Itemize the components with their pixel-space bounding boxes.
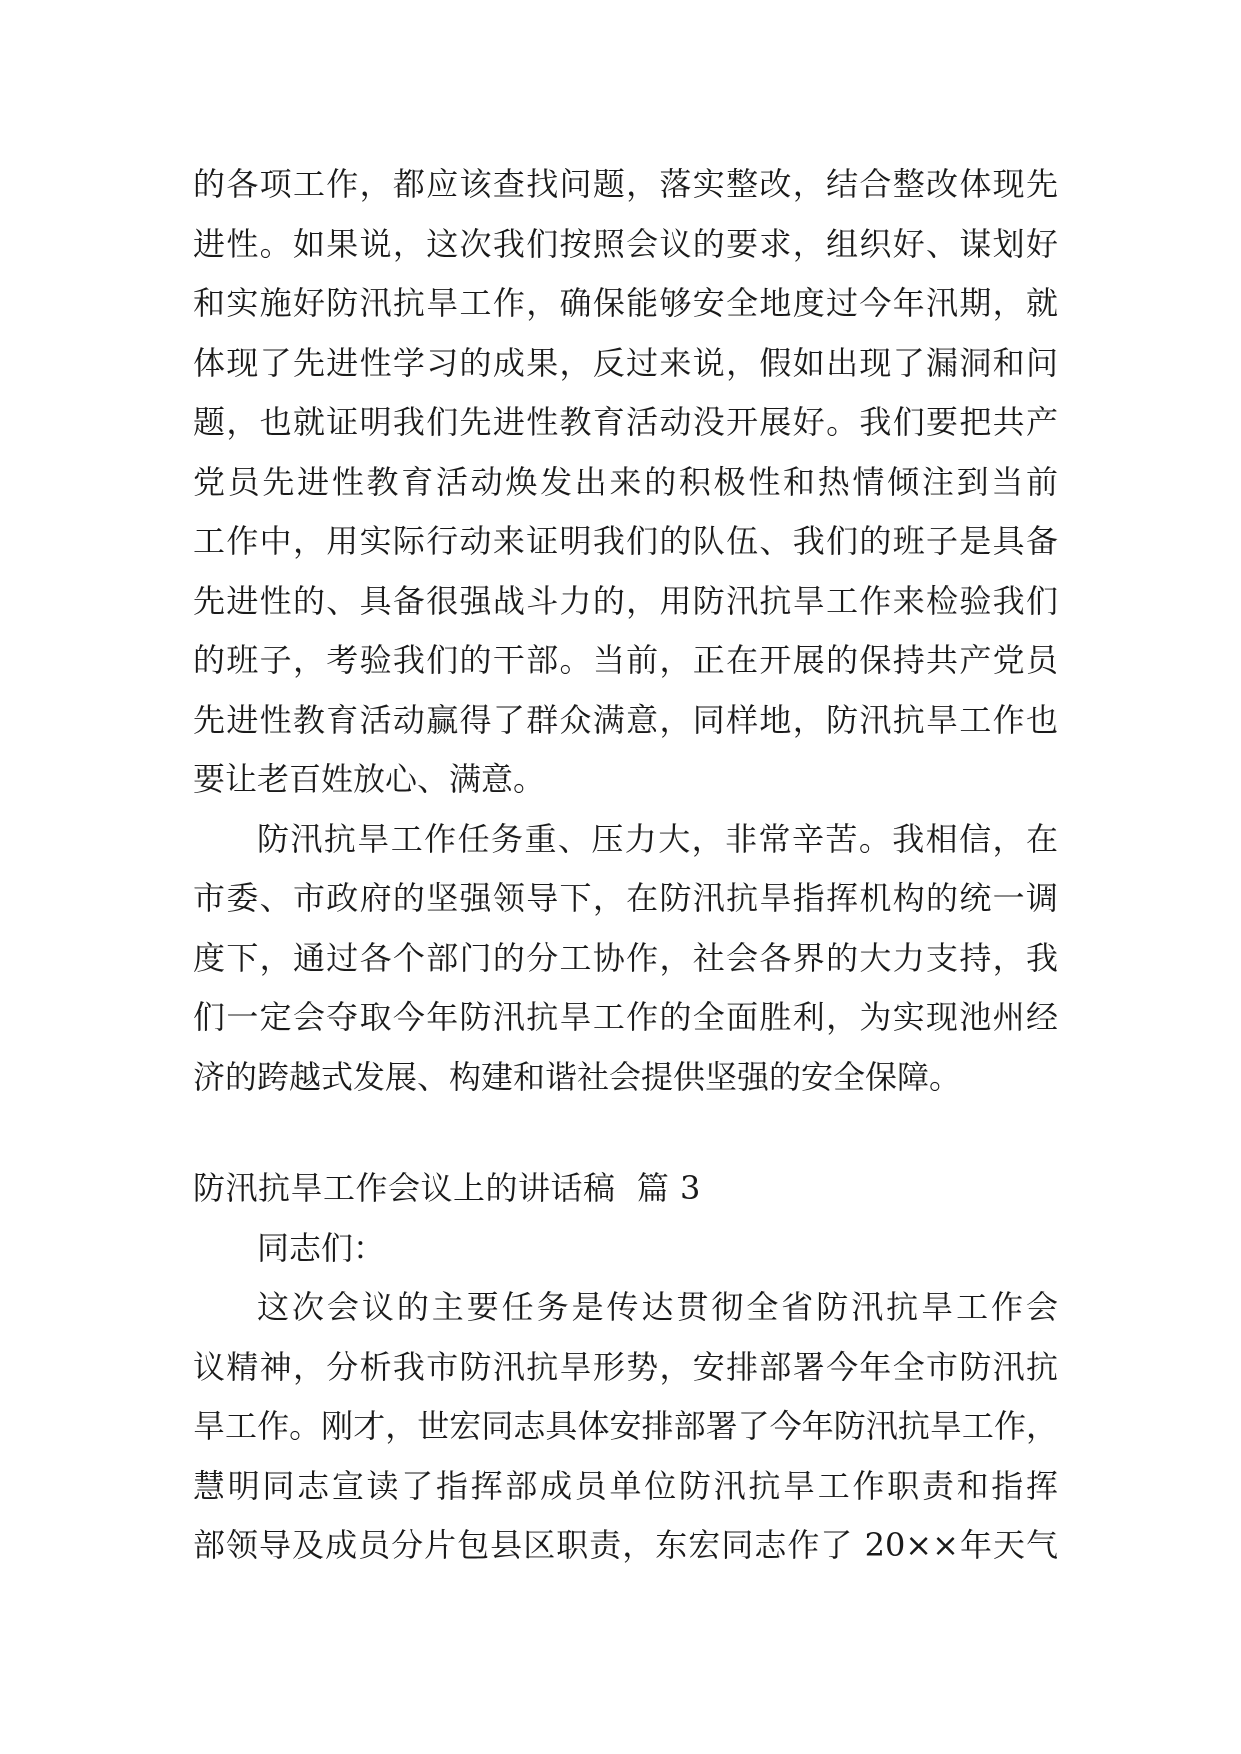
- text-line: 防汛抗旱工作任务重、压力大，非常辛苦。我相信，在: [257, 819, 1058, 858]
- text-line: 部领导及成员分片包县区职责，东宏同志作了 20××年天气: [193, 1526, 1058, 1564]
- text-line: 先进性的、具备很强战斗力的，用防汛抗旱工作来检验我们: [193, 581, 1058, 620]
- text-line: 议精神，分析我市防汛抗旱形势，安排部署今年全市防汛抗: [193, 1347, 1058, 1386]
- text-line: 先进性教育活动赢得了群众满意，同样地，防汛抗旱工作也: [193, 700, 1058, 739]
- text-line: 和实施好防汛抗旱工作，确保能够安全地度过今年汛期，就: [193, 284, 1058, 322]
- greeting: 同志们：: [257, 1228, 386, 1267]
- text-line: 进性。如果说，这次我们按照会议的要求，组织好、谋划好: [193, 224, 1058, 263]
- text-line: 慧明同志宣读了指挥部成员单位防汛抗旱工作职责和指挥: [193, 1466, 1058, 1505]
- text-line: 党员先进性教育活动焕发出来的积极性和热情倾注到当前: [193, 462, 1058, 501]
- paragraph-continuation: [193, 155, 1058, 810]
- text-line: 体现了先进性学习的成果，反过来说，假如出现了漏洞和问: [193, 343, 1058, 382]
- text-line: 市委、市政府的坚强领导下，在防汛抗旱指挥机构的统一调: [193, 879, 1058, 917]
- text-line: 要让老百姓放心、满意。: [193, 760, 546, 798]
- text-line: 工作中，用实际行动来证明我们的队伍、我们的班子是具备: [193, 522, 1058, 560]
- text-line: 这次会议的主要任务是传达贯彻全省防汛抗旱工作会: [257, 1288, 1058, 1326]
- text-line: 济的跨越式发展、构建和谐社会提供坚强的安全保障。: [193, 1057, 962, 1096]
- text-line: 们一定会夺取今年防汛抗旱工作的全面胜利，为实现池州经: [193, 998, 1058, 1036]
- text-line: 的各项工作，都应该查找问题，落实整改，结合整改体现先: [193, 165, 1058, 203]
- text-line: 度下，通过各个部门的分工协作，社会各界的大力支持，我: [193, 938, 1058, 977]
- paragraph-speech-intro: [193, 1278, 1058, 1576]
- text-line: 旱工作。刚才，世宏同志具体安排部署了今年防汛抗旱工作，: [193, 1407, 1058, 1445]
- text-line: 题，也就证明我们先进性教育活动没开展好。我们要把共产: [193, 403, 1058, 441]
- document-body: [193, 155, 1058, 1576]
- section-title: 防汛抗旱工作会议上的讲话稿 篇 3: [193, 1169, 701, 1207]
- paragraph-conclusion: [193, 810, 1058, 1108]
- text-line: 的班子，考验我们的干部。当前，正在开展的保持共产党员: [193, 641, 1058, 679]
